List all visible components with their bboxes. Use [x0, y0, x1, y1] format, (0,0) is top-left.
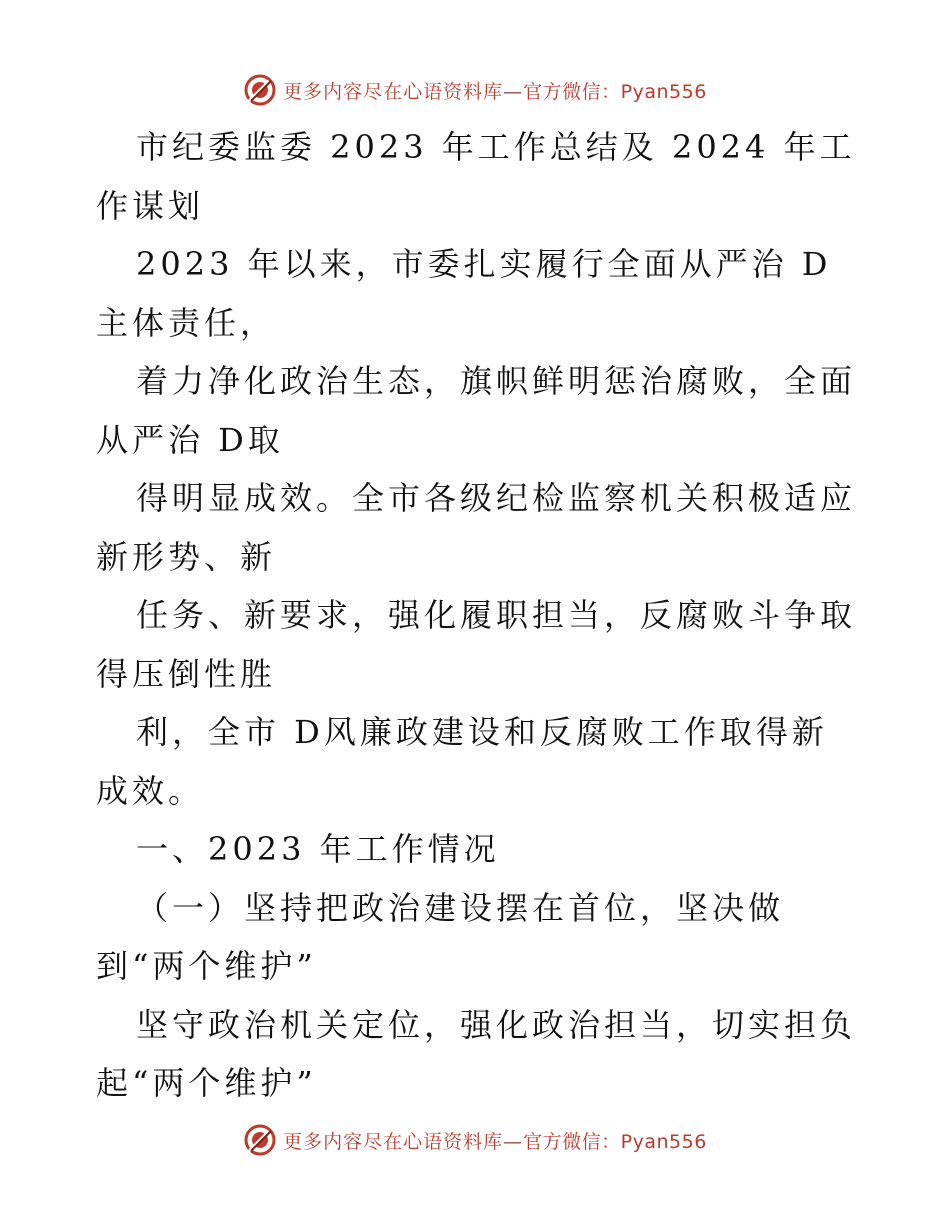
banner-title: 更多内容尽在心语资料库 [283, 1130, 504, 1153]
banner-contact: 官方微信：Pyan556 [523, 80, 707, 103]
banner-title: 更多内容尽在心语资料库 [283, 80, 504, 103]
paragraph: 得明显成效。全市各级纪检监察机关积极适应新形势、新 [96, 479, 857, 576]
banner-text [283, 77, 707, 104]
paragraph: 任务、新要求，强化履职担当，反腐败斗争取得压倒性胜 [96, 596, 857, 693]
footer-banner [0, 1120, 950, 1160]
paragraph: 2023 年以来，市委扎实履行全面从严治 D主体责任， [96, 245, 832, 342]
paragraph: 坚守政治机关定位，强化政治担当，切实担负起“两个维护” [96, 1005, 857, 1102]
header-banner [0, 70, 950, 110]
subsection-heading: （一）坚持把政治建设摆在首位，坚决做到“两个维护” [96, 888, 785, 985]
banner-separator: — [503, 1130, 524, 1153]
document-title: 市纪委监委 2023 年工作总结及 2024 年工作谋划 [96, 128, 856, 225]
paragraph: 着力净化政治生态，旗帜鲜明惩治腐败，全面从严治 D取 [96, 362, 857, 459]
seal-logo-icon [243, 1123, 277, 1157]
paragraph: 利，全市 D风廉政建设和反腐败工作取得新成效。 [96, 713, 828, 810]
seal-logo-icon [243, 73, 277, 107]
banner-contact: 官方微信：Pyan556 [523, 1130, 707, 1153]
section-heading: 一、2023 年工作情况 [136, 830, 500, 868]
banner-text [283, 1127, 707, 1154]
document-body [96, 118, 856, 1113]
banner-separator: — [503, 80, 524, 103]
